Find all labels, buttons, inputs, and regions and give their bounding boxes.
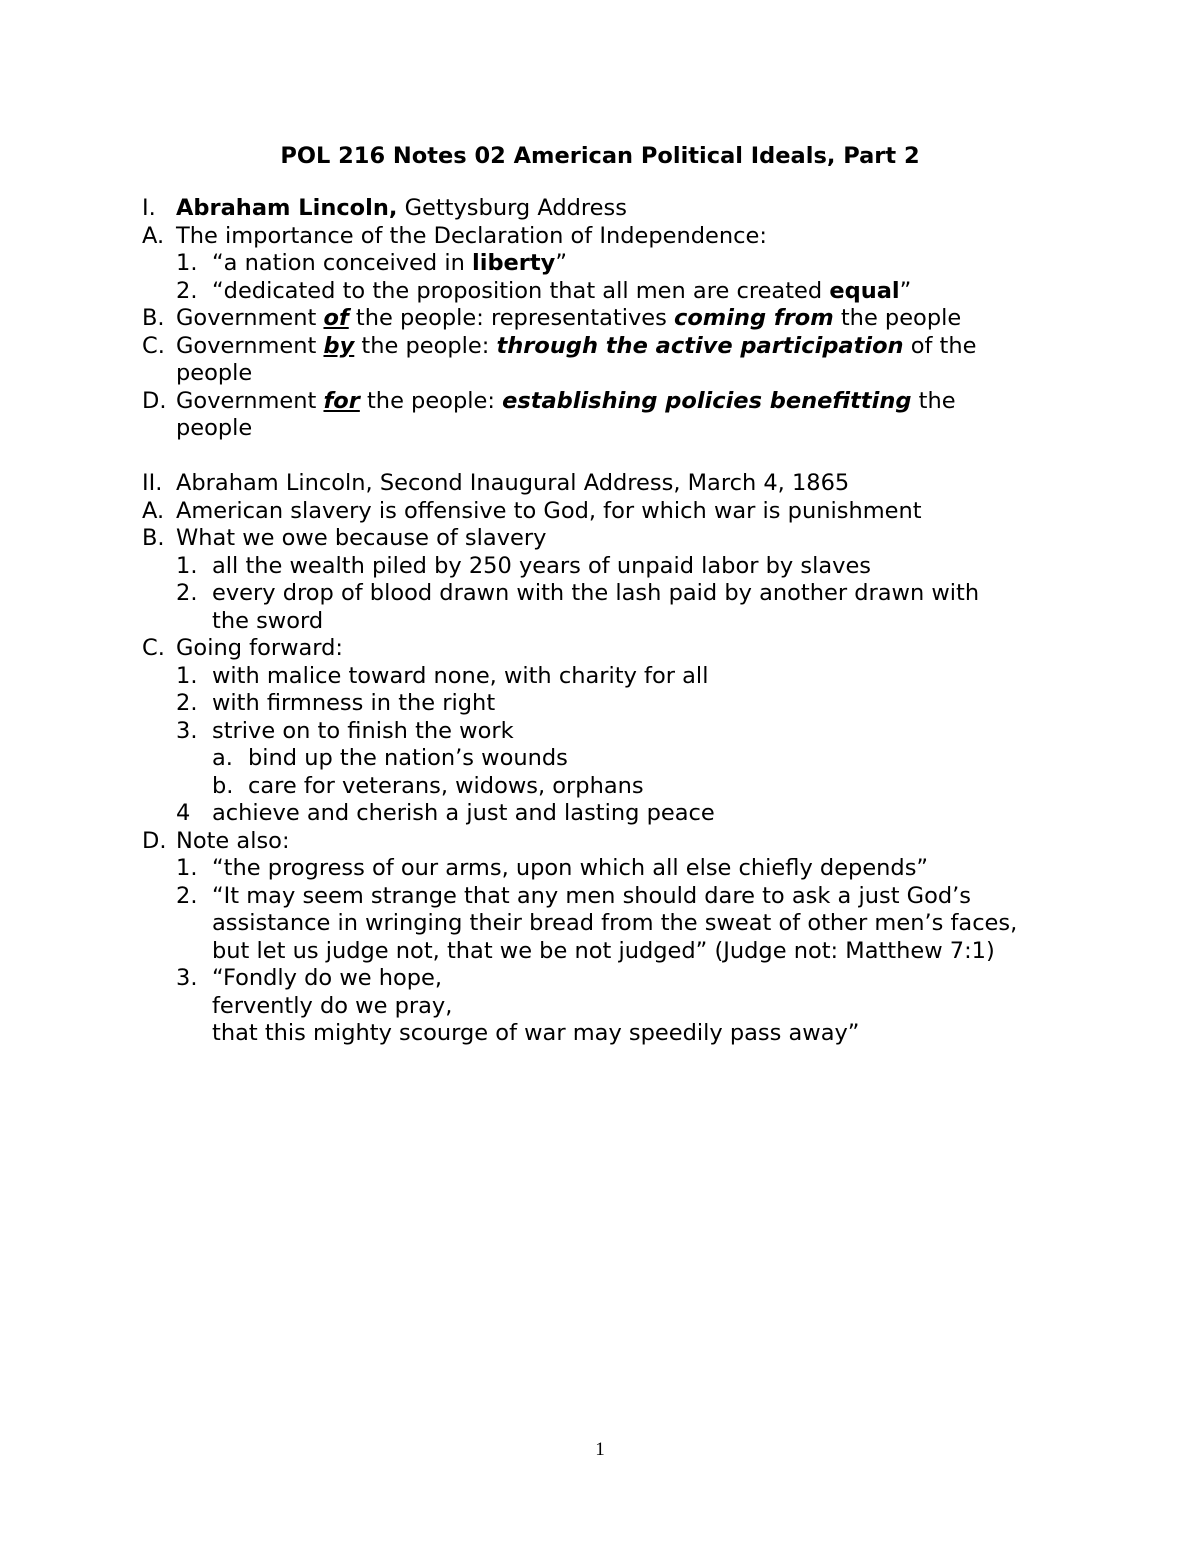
outline-subitem — [142, 965, 1152, 993]
outline-subitem — [142, 690, 1152, 718]
subitem-marker: 1. — [176, 662, 198, 689]
outline-subsubitem — [142, 745, 1152, 773]
subitem-text: strive on to finish the work — [212, 717, 514, 744]
outline-subitem — [142, 553, 1152, 581]
subitem-text: fervently do we pray, — [212, 992, 453, 1019]
outline-item — [142, 305, 1152, 333]
section-heading-bold: Abraham Lincoln, — [176, 195, 398, 221]
subitem-text: achieve and cherish a just and lasting peace — [212, 800, 715, 826]
subitem-text: “It may seem strange that any men should dare to ask a just God’s — [212, 882, 972, 909]
outline-subsubitem — [142, 773, 1152, 801]
section-spacer — [142, 443, 1152, 471]
subitem-text: “Fondly do we hope, — [212, 965, 443, 991]
subitem-marker: 2. — [176, 580, 198, 606]
outline-subitem-continuation — [142, 993, 1152, 1021]
subitem-marker: 1. — [176, 250, 198, 276]
item-text: Government for the people: establishing policies benefitting the — [176, 387, 956, 414]
subitem-text: but let us judge not, that we be not judged” (Judge not: Matthew 7:1) — [212, 937, 995, 964]
emphasis-text: coming from — [674, 305, 834, 331]
item-text: Government of the people: representatives coming from the people — [176, 305, 962, 331]
section-marker: I. — [142, 195, 156, 221]
outline-item — [142, 635, 1152, 663]
subitem-text: “a nation conceived in liberty” — [212, 250, 567, 276]
underlined-emphasis: of — [323, 305, 349, 331]
item-text: What we owe because of slavery — [176, 525, 547, 551]
outline-item-continuation — [142, 360, 1152, 388]
subitem-text: the sword — [212, 607, 324, 634]
underlined-emphasis: for — [323, 387, 360, 414]
outline-subitem-continuation — [142, 938, 1152, 966]
item-text: people — [176, 360, 253, 386]
subitem-text: “the progress of our arms, upon which all else chiefly depends” — [212, 855, 929, 881]
section-heading-text — [176, 195, 627, 223]
outline-item — [142, 498, 1152, 526]
subitem-text: that this mighty scourge of war may speedily pass away” — [212, 1020, 860, 1046]
page-number: 1 — [595, 1439, 605, 1460]
outline-item — [142, 388, 1152, 416]
outline-subitem — [142, 250, 1152, 278]
section-heading-rest: Gettysburg Address — [397, 195, 627, 221]
outline-subitem-continuation — [142, 1020, 1152, 1048]
subitem-marker: 3. — [176, 717, 198, 744]
item-marker: B. — [142, 525, 165, 551]
subitem-marker: 3. — [176, 965, 198, 991]
item-marker: B. — [142, 305, 165, 331]
outline-subitem — [142, 883, 1152, 911]
outline-subitem-continuation — [142, 608, 1152, 636]
item-text: Going forward: — [176, 635, 343, 661]
page-title: POL 216 Notes 02 American Political Ideals, Part 2 — [280, 143, 920, 169]
subsubitem-marker: b. — [212, 772, 234, 799]
item-text: American slavery is offensive to God, for which war is punishment — [176, 497, 922, 524]
subitem-marker: 4 — [176, 800, 191, 826]
outline-subitem — [142, 580, 1152, 608]
emphasis-text: through the active participation — [496, 332, 904, 359]
section-heading — [142, 195, 1152, 223]
section-heading-text: Abraham Lincoln, Second Inaugural Address, March 4, 1865 — [176, 470, 850, 496]
subitem-text: assistance in wringing their bread from the sweat of other men’s faces, — [212, 910, 1018, 936]
subitem-text: “dedicated to the proposition that all men are created equal” — [212, 277, 912, 304]
outline-item — [142, 223, 1152, 251]
item-text: Note also: — [176, 827, 290, 854]
section-heading — [142, 470, 1152, 498]
subitem-text: with malice toward none, with charity for all — [212, 662, 709, 689]
item-marker: C. — [142, 332, 165, 359]
notes-outline — [142, 195, 1152, 1048]
subsubitem-text: care for veterans, widows, orphans — [248, 772, 644, 799]
subitem-marker: 1. — [176, 855, 198, 881]
subitem-marker: 1. — [176, 552, 198, 579]
subitem-text: with firmness in the right — [212, 690, 496, 716]
subsubitem-text: bind up the nation’s wounds — [248, 745, 568, 771]
subitem-text: every drop of blood drawn with the lash paid by another drawn with — [212, 580, 980, 606]
item-text: The importance of the Declaration of Independence: — [176, 222, 767, 249]
item-text: Government by the people: through the active participation of the — [176, 332, 977, 359]
outline-subitem-continuation — [142, 910, 1152, 938]
outline-subitem — [142, 800, 1152, 828]
subitem-marker: 2. — [176, 277, 198, 304]
item-marker: D. — [142, 827, 167, 854]
outline-item-continuation — [142, 415, 1152, 443]
outline-subitem — [142, 718, 1152, 746]
underlined-emphasis: by — [323, 332, 355, 359]
outline-item — [142, 828, 1152, 856]
section-marker: II. — [142, 470, 163, 496]
emphasis-text: establishing policies benefitting — [502, 387, 912, 414]
outline-subitem — [142, 855, 1152, 883]
emphasis-text: liberty — [472, 250, 556, 276]
item-marker: A. — [142, 222, 165, 249]
item-marker: D. — [142, 387, 167, 414]
subitem-marker: 2. — [176, 690, 198, 716]
subitem-marker: 2. — [176, 882, 198, 909]
item-marker: C. — [142, 635, 165, 661]
item-marker: A. — [142, 497, 165, 524]
outline-item — [142, 333, 1152, 361]
emphasis-text: equal — [829, 277, 900, 304]
outline-item — [142, 525, 1152, 553]
outline-subitem — [142, 663, 1152, 691]
outline-subitem — [142, 278, 1152, 306]
subsubitem-marker: a. — [212, 745, 233, 771]
item-text: people — [176, 415, 253, 441]
subitem-text: all the wealth piled by 250 years of unpaid labor by slaves — [212, 552, 872, 579]
